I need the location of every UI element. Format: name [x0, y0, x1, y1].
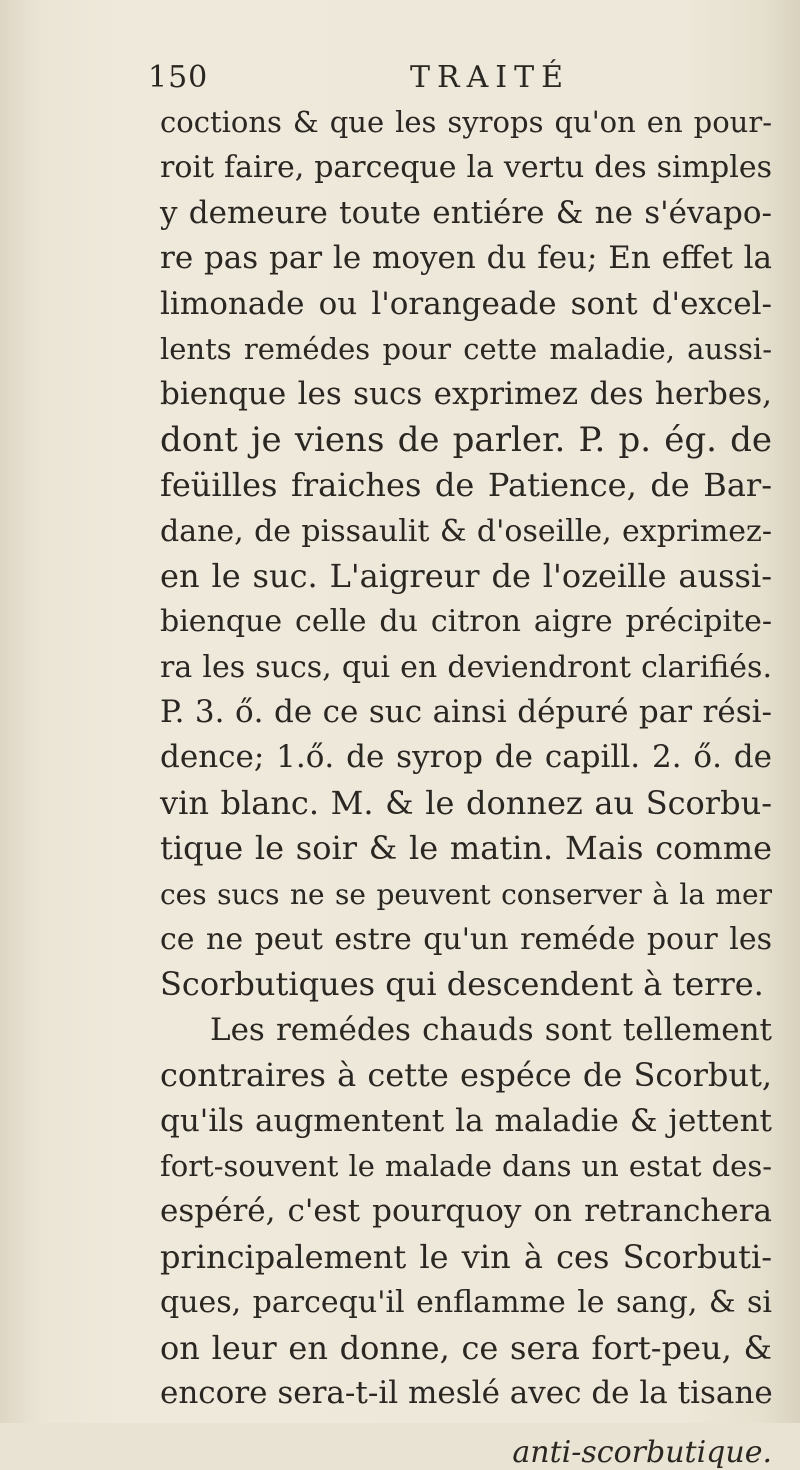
text-line: ce ne peut estre qu'un reméde pour les: [160, 922, 772, 958]
text-line: roit faire, parceque la vertu des simples: [160, 150, 772, 186]
text-line: P. 3. ő. de ce suc ainsi dépuré par rési-: [160, 694, 772, 731]
text-line: limonade ou l'orangeade sont d'excel-: [160, 285, 772, 322]
text-line: encore sera-t-il meslé avec de la tisane: [160, 1374, 773, 1411]
text-line: ces sucs ne se peuvent conserver à la mer: [160, 877, 772, 911]
text-line: espéré, c'est pourquoy on retranchera: [160, 1193, 772, 1230]
running-head: [148, 60, 768, 100]
text-line: en le suc. L'aigreur de l'ozeille aussi-: [160, 556, 772, 595]
text-line: re pas par le moyen du feu; En effet la: [160, 240, 772, 277]
text-line: coctions & que les syrops qu'on en pour-: [160, 105, 772, 139]
text-line: principalement le vin à ces Scorbuti-: [160, 1237, 772, 1276]
text-line: dont je viens de parler. P. p. ég. de: [160, 419, 772, 460]
catchword: anti-scorbutique.: [512, 1435, 772, 1470]
text-line: on leur en donne, ce sera fort-peu, &: [160, 1328, 772, 1367]
text-line: Scorbutiques qui descendent à terre.: [160, 965, 764, 1004]
paragraph-start-line: Les remédes chauds sont tellement: [210, 1011, 772, 1048]
text-line: bienque les sucs exprimez des herbes,: [160, 376, 772, 413]
page-number: 150: [148, 60, 209, 95]
text-line: vin blanc. M. & le donnez au Scorbu-: [160, 783, 772, 822]
text-line: tique le soir & le matin. Mais comme: [160, 829, 772, 868]
text-line: feüilles fraiches de Patience, de Bar-: [160, 466, 772, 505]
text-line: dence; 1.ő. de syrop de capill. 2. ő. de: [160, 739, 772, 776]
running-title: TRAITÉ: [410, 60, 571, 95]
text-line: fort-souvent le malade dans un estat des-: [160, 1148, 772, 1183]
text-line: ra les sucs, qui en deviendront clarifiés.: [160, 649, 772, 685]
text-line: dane, de pissaulit & d'oseille, exprimez-: [160, 513, 772, 549]
text-line: bienque celle du citron aigre précipite-: [160, 604, 772, 640]
body-text: [160, 100, 773, 1470]
text-line: lents remédes pour cette maladie, aussi-: [160, 331, 772, 366]
text-line: contraires à cette espéce de Scorbut,: [160, 1056, 772, 1095]
text-line: ques, parcequ'il enflamme le sang, & si: [160, 1285, 772, 1321]
text-line: y demeure toute entiére & ne s'évapo-: [160, 194, 772, 231]
text-line: qu'ils augmentent la maladie & jettent: [160, 1102, 772, 1139]
